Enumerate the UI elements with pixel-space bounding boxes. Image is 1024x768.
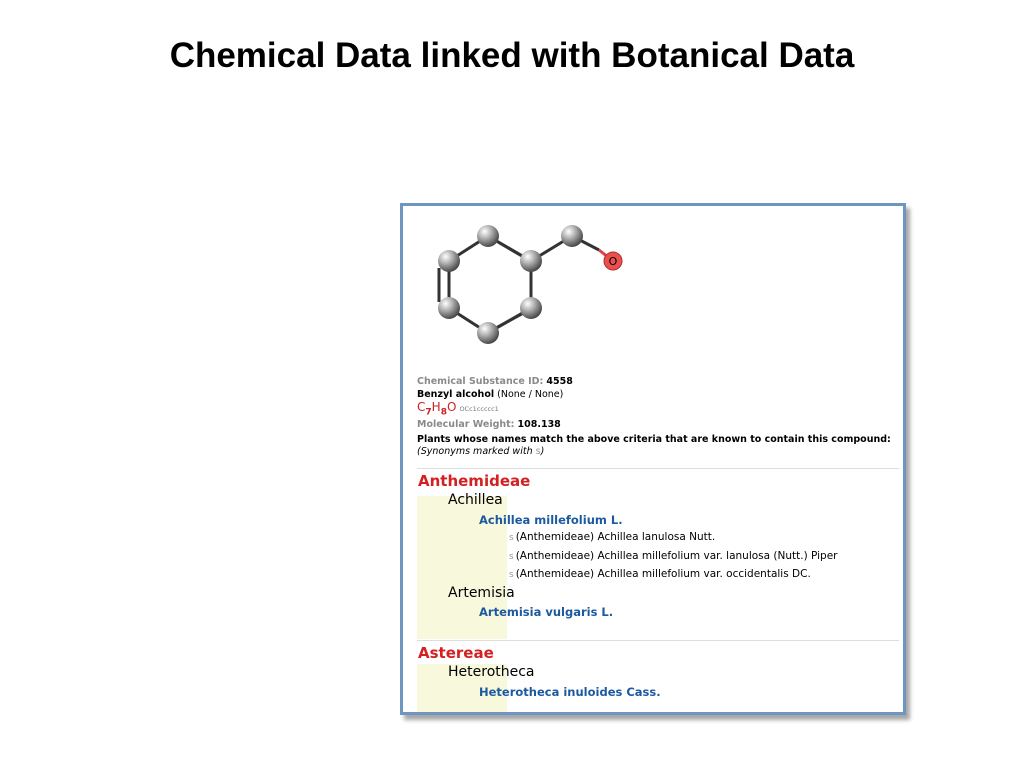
genus-name[interactable]: Artemisia	[448, 585, 515, 601]
divider	[417, 468, 899, 469]
molecular-weight-label: Molecular Weight:	[417, 418, 515, 430]
smiles-string: OCc1ccccc1	[459, 405, 499, 413]
divider	[417, 640, 899, 641]
molecule-structure	[403, 206, 663, 366]
plants-heading: Plants whose names match the above criteria that are known to contain this compound:	[417, 434, 891, 445]
formula-row	[417, 401, 573, 419]
synonym-item[interactable]: s (Anthemideae) Achillea millefolium var. lanulosa (Nutt.) Piper	[509, 550, 838, 562]
synonym-item[interactable]: s (Anthemideae) Achillea lanulosa Nutt.	[509, 531, 716, 543]
tribe-heading[interactable]: Anthemideae	[418, 472, 531, 490]
compound-panel	[400, 203, 906, 715]
compound-name-extra: (None / None)	[497, 388, 564, 400]
slide-title: Chemical Data linked with Botanical Data	[169, 36, 855, 75]
molecule-bonds	[439, 236, 599, 333]
species-link[interactable]: Achillea millefolium L.	[479, 513, 623, 527]
synonym-marker: s	[509, 533, 514, 543]
synonym-item[interactable]: s (Anthemideae) Achillea millefolium var. occidentalis DC.	[509, 568, 811, 580]
compound-info	[417, 376, 573, 431]
plants-note	[417, 434, 891, 458]
synonym-marker: s	[509, 552, 514, 562]
tribe-heading[interactable]: Astereae	[418, 644, 494, 662]
compound-name: Benzyl alcohol	[417, 388, 495, 400]
oxygen-label: O	[608, 255, 618, 268]
genus-name[interactable]: Heterotheca	[448, 664, 535, 680]
genus-name[interactable]: Achillea	[448, 492, 503, 508]
synonyms-note: (Synonyms marked with s)	[417, 446, 545, 457]
substance-id-label: Chemical Substance ID:	[417, 376, 544, 387]
species-link[interactable]: Heterotheca inuloides Cass.	[479, 685, 661, 699]
species-link[interactable]: Artemisia vulgaris L.	[479, 605, 614, 619]
synonym-marker: s	[509, 570, 514, 580]
substance-id-value: 4558	[546, 376, 573, 387]
molecular-weight-row	[417, 419, 573, 432]
substance-id-row	[417, 376, 573, 389]
molecular-weight-value: 108.138	[517, 418, 561, 430]
molecular-formula: $C_7H_8O$	[417, 400, 457, 418]
